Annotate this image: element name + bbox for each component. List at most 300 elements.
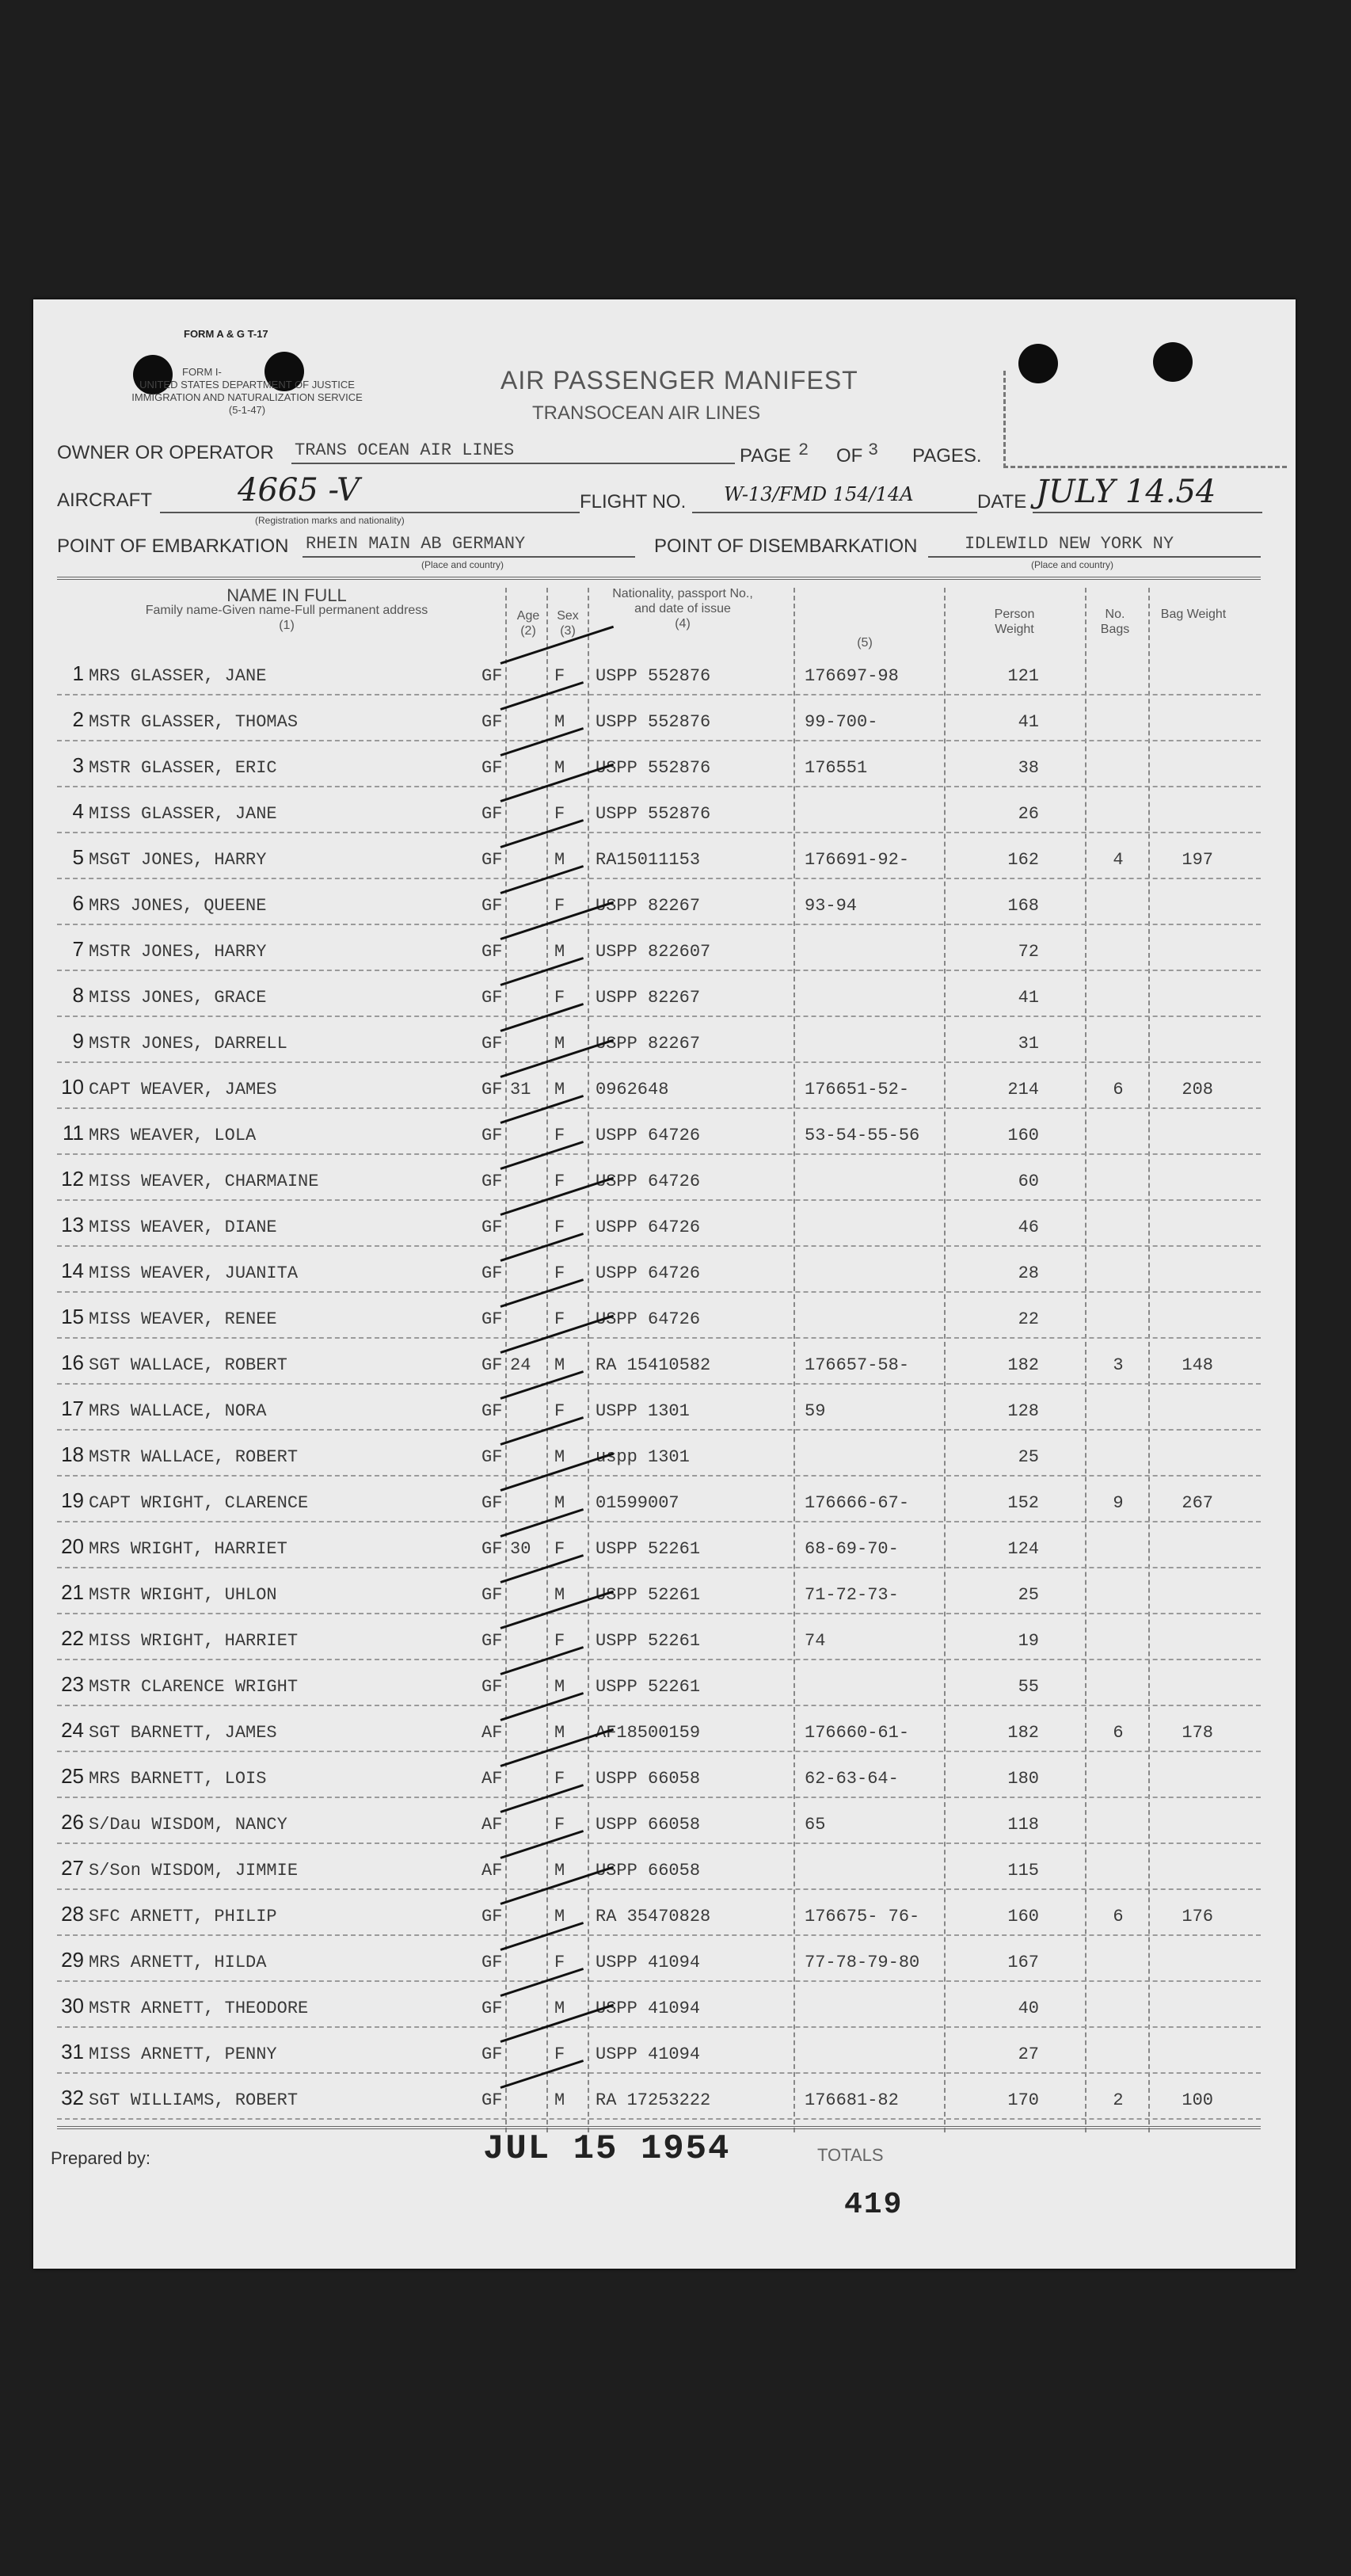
passenger-weight: 115	[1007, 1861, 1039, 1881]
passenger-weight: 19	[1018, 1631, 1039, 1651]
department: UNITED STATES DEPARTMENT OF JUSTICE	[139, 379, 355, 391]
embarkation-value: RHEIN MAIN AB GERMANY	[306, 534, 526, 554]
date-value: JULY 14.54	[1036, 474, 1216, 510]
table-row	[57, 740, 1261, 787]
passenger-passport: USPP 64726	[596, 1172, 701, 1191]
form-number: FORM A & G T-17	[184, 328, 268, 340]
col-sex-number: (3)	[560, 624, 576, 638]
form-title: AIR PASSENGER MANIFEST	[500, 366, 858, 394]
row-number: 2	[72, 707, 84, 731]
date-label: DATE	[977, 491, 1027, 513]
passenger-name: MISS WRIGHT, HARRIET	[89, 1631, 299, 1651]
row-number: 26	[61, 1810, 84, 1834]
passenger-sex: M	[554, 1723, 565, 1743]
passenger-passport: USPP 82267	[596, 1034, 701, 1054]
passenger-ticket: 59	[805, 1401, 826, 1421]
passenger-weight: 55	[1018, 1677, 1039, 1697]
row-number: 27	[61, 1856, 84, 1880]
passenger-weight: 160	[1007, 1907, 1039, 1926]
embarkation-label: POINT OF EMBARKATION	[57, 535, 289, 557]
table-row	[57, 970, 1261, 1017]
passenger-sex: F	[554, 1631, 565, 1651]
passenger-weight: 31	[1018, 1034, 1039, 1054]
passenger-weight: 60	[1018, 1172, 1039, 1191]
embarkation-note: (Place and country)	[421, 559, 504, 570]
passenger-sex: F	[554, 1309, 565, 1329]
row-number: 5	[72, 845, 84, 869]
passenger-name: MRS WALLACE, NORA	[89, 1401, 267, 1421]
passenger-weight: 182	[1007, 1723, 1039, 1743]
passenger-passport: USPP 552876	[596, 666, 711, 686]
passenger-sex: F	[554, 1172, 565, 1191]
row-number: 16	[61, 1351, 84, 1374]
col-nationality-number: (4)	[675, 617, 691, 631]
table-row	[57, 1705, 1261, 1752]
passenger-passport: USPP 52261	[596, 1631, 701, 1651]
passenger-weight: 38	[1018, 758, 1039, 778]
passenger-passport: RA15011153	[596, 850, 701, 870]
passenger-age: 31	[510, 1080, 531, 1099]
passenger-weight: 170	[1007, 2090, 1039, 2110]
passenger-bag-weight: 100	[1182, 2090, 1213, 2110]
passenger-sex: F	[554, 1769, 565, 1789]
passenger-weight: 27	[1018, 2044, 1039, 2064]
passenger-bags: 2	[1113, 2090, 1124, 2110]
passenger-weight: 28	[1018, 1263, 1039, 1283]
passenger-weight: 160	[1007, 1126, 1039, 1145]
row-number: 11	[63, 1121, 84, 1145]
owner-value: TRANS OCEAN AIR LINES	[295, 440, 515, 460]
row-number: 15	[61, 1305, 84, 1328]
passenger-passport: USPP 52261	[596, 1539, 701, 1559]
passenger-ticket: 74	[805, 1631, 826, 1651]
table-row	[57, 832, 1261, 879]
passenger-code: GF	[481, 1539, 503, 1559]
passenger-passport: USPP 41094	[596, 1953, 701, 1972]
passenger-sex: M	[554, 942, 565, 962]
passenger-passport: USPP 822607	[596, 942, 711, 962]
passenger-weight: 182	[1007, 1355, 1039, 1375]
row-number: 12	[61, 1167, 84, 1191]
form-number-small: FORM I-	[182, 366, 222, 378]
passenger-passport: USPP 41094	[596, 1999, 701, 2018]
passenger-name: MSTR JONES, DARRELL	[89, 1034, 287, 1054]
aircraft-value: 4665 -V	[238, 472, 360, 509]
passenger-code: GF	[481, 942, 503, 962]
passenger-weight: 41	[1018, 988, 1039, 1008]
passenger-code: GF	[481, 2090, 503, 2110]
flight-label: FLIGHT NO.	[580, 491, 687, 513]
passenger-sex: M	[554, 1034, 565, 1054]
passenger-sex: M	[554, 1493, 565, 1513]
passenger-name: MISS WEAVER, DIANE	[89, 1218, 277, 1237]
passenger-sex: M	[554, 1447, 565, 1467]
row-number: 7	[72, 937, 84, 961]
table-row	[57, 1475, 1261, 1522]
passenger-weight: 22	[1018, 1309, 1039, 1329]
col-header-bags: No. Bags	[1100, 608, 1130, 636]
table-row	[57, 2026, 1261, 2074]
disembarkation-line	[928, 556, 1261, 558]
passenger-ticket: 176681-82	[805, 2090, 899, 2110]
passenger-code: GF	[481, 1355, 503, 1375]
passenger-sex: F	[554, 1401, 565, 1421]
passenger-code: GF	[481, 1080, 503, 1099]
passenger-code: GF	[481, 1677, 503, 1697]
passenger-passport: USPP 52261	[596, 1585, 701, 1605]
passenger-passport: USPP 552876	[596, 804, 711, 824]
passenger-ticket: 176697-98	[805, 666, 899, 686]
table-row	[57, 1061, 1261, 1109]
col-age-number: (2)	[520, 624, 536, 638]
table-row	[57, 2072, 1261, 2120]
col-name-subtitle: Family name-Given name-Full permanent address	[145, 604, 428, 617]
table-row	[57, 1107, 1261, 1155]
totals-label: TOTALS	[817, 2145, 884, 2165]
row-number: 8	[72, 983, 84, 1007]
passenger-passport: USPP 64726	[596, 1309, 701, 1329]
table-row	[57, 1245, 1261, 1293]
passenger-bags: 3	[1113, 1355, 1124, 1375]
passenger-sex: M	[554, 850, 565, 870]
passenger-weight: 46	[1018, 1218, 1039, 1237]
passenger-name: MISS WEAVER, JUANITA	[89, 1263, 299, 1283]
passenger-name: MRS BARNETT, LOIS	[89, 1769, 267, 1789]
row-number: 25	[61, 1764, 84, 1788]
table-row	[57, 1383, 1261, 1431]
passenger-ticket: 176551	[805, 758, 868, 778]
passenger-code: GF	[481, 2044, 503, 2064]
row-number: 9	[72, 1029, 84, 1053]
col-header-name	[57, 585, 516, 633]
passenger-ticket: 77-78-79-80	[805, 1953, 920, 1972]
owner-line	[291, 463, 735, 464]
table-row	[57, 1797, 1261, 1844]
passenger-ticket: 62-63-64-	[805, 1769, 899, 1789]
row-number: 13	[61, 1213, 84, 1237]
table-row	[57, 1567, 1261, 1614]
passenger-passport: USPP 552876	[596, 712, 711, 732]
passenger-bags: 9	[1113, 1493, 1124, 1513]
row-number: 29	[61, 1948, 84, 1972]
passenger-weight: 152	[1007, 1493, 1039, 1513]
owner-label: OWNER OR OPERATOR	[57, 442, 274, 463]
passenger-code: GF	[481, 1218, 503, 1237]
passenger-sex: M	[554, 1999, 565, 2018]
passenger-passport: USPP 41094	[596, 2044, 701, 2064]
passenger-ticket: 68-69-70-	[805, 1539, 899, 1559]
row-number: 30	[61, 1994, 84, 2018]
passenger-weight: 168	[1007, 896, 1039, 916]
table-row	[57, 1613, 1261, 1660]
passenger-age: 30	[510, 1539, 531, 1559]
table-row	[57, 878, 1261, 925]
passenger-code: GF	[481, 1631, 503, 1651]
passenger-weight: 214	[1007, 1080, 1039, 1099]
passenger-name: MISS WEAVER, RENEE	[89, 1309, 277, 1329]
passenger-passport: USPP 64726	[596, 1126, 701, 1145]
row-number: 24	[61, 1718, 84, 1742]
passenger-name: SGT WALLACE, ROBERT	[89, 1355, 287, 1375]
passenger-name: SGT WILLIAMS, ROBERT	[89, 2090, 299, 2110]
passenger-name: CAPT WRIGHT, CLARENCE	[89, 1493, 309, 1513]
passenger-name: MISS WEAVER, CHARMAINE	[89, 1172, 319, 1191]
col-sex-title: Sex	[557, 609, 579, 623]
passenger-code: GF	[481, 712, 503, 732]
row-number: 23	[61, 1672, 84, 1696]
passenger-weight: 162	[1007, 850, 1039, 870]
passenger-sex: F	[554, 1263, 565, 1283]
airline-name: TRANSOCEAN AIR LINES	[532, 402, 761, 424]
passenger-code: GF	[481, 1447, 503, 1467]
embarkation-line	[303, 556, 635, 558]
passenger-sex: M	[554, 2090, 565, 2110]
passenger-sex: M	[554, 1861, 565, 1881]
row-number: 14	[61, 1259, 84, 1282]
passenger-weight: 118	[1007, 1815, 1039, 1835]
passenger-passport: USPP 66058	[596, 1815, 701, 1835]
row-number: 19	[61, 1488, 84, 1512]
passenger-bag-weight: 148	[1182, 1355, 1213, 1375]
col-name-number: (1)	[279, 619, 295, 632]
passenger-weight: 40	[1018, 1999, 1039, 2018]
table-row	[57, 648, 1261, 695]
passenger-passport: USPP 66058	[596, 1861, 701, 1881]
flight-line	[692, 512, 977, 513]
passenger-name: MRS ARNETT, HILDA	[89, 1953, 267, 1972]
passenger-code: GF	[481, 1999, 503, 2018]
passenger-ticket: 176651-52-	[805, 1080, 910, 1099]
passenger-code: AF	[481, 1861, 503, 1881]
passenger-bags: 4	[1113, 850, 1124, 870]
passenger-ticket: 65	[805, 1815, 826, 1835]
stub-bracket	[1003, 371, 1287, 468]
passenger-name: MSTR GLASSER, ERIC	[89, 758, 277, 778]
table-row	[57, 694, 1261, 741]
passenger-passport: USPP 82267	[596, 988, 701, 1008]
passenger-weight: 25	[1018, 1447, 1039, 1467]
passenger-code: GF	[481, 804, 503, 824]
passenger-name: SGT BARNETT, JAMES	[89, 1723, 277, 1743]
passenger-bag-weight: 208	[1182, 1080, 1213, 1099]
passenger-sex: F	[554, 1218, 565, 1237]
col-nationality-title: Nationality, passport No., and date of issue	[612, 587, 753, 615]
passenger-ticket: 93-94	[805, 896, 858, 916]
table-row	[57, 1980, 1261, 2028]
of-value: 3	[868, 440, 879, 460]
passenger-weight: 128	[1007, 1401, 1039, 1421]
table-row	[57, 1659, 1261, 1706]
date-line	[1033, 512, 1262, 513]
row-number: 10	[61, 1075, 84, 1099]
col-age-title: Age	[516, 609, 540, 623]
passenger-bag-weight: 178	[1182, 1723, 1213, 1743]
passenger-passport: RA 15410582	[596, 1355, 711, 1375]
passenger-ticket: 176660-61-	[805, 1723, 910, 1743]
passenger-passport: USPP 52261	[596, 1677, 701, 1697]
passenger-passport: USPP 552876	[596, 758, 711, 778]
table-row	[57, 786, 1261, 833]
passenger-name: MSTR WALLACE, ROBERT	[89, 1447, 299, 1467]
passenger-ticket: 176691-92-	[805, 850, 910, 870]
total-weight: 419	[844, 2188, 904, 2222]
passenger-ticket: 176657-58-	[805, 1355, 910, 1375]
page-value: 2	[798, 440, 809, 460]
passenger-name: MRS WEAVER, LOLA	[89, 1126, 257, 1145]
passenger-code: AF	[481, 1815, 503, 1835]
passenger-sex: F	[554, 1539, 565, 1559]
passenger-passport: USPP 66058	[596, 1769, 701, 1789]
passenger-sex: M	[554, 1585, 565, 1605]
passenger-name: MISS JONES, GRACE	[89, 988, 267, 1008]
table-row	[57, 1751, 1261, 1798]
passenger-sex: F	[554, 1815, 565, 1835]
passenger-code: GF	[481, 1585, 503, 1605]
row-number: 1	[72, 661, 84, 685]
row-number: 22	[61, 1626, 84, 1650]
passenger-code: GF	[481, 1401, 503, 1421]
passenger-ticket: 99-700-	[805, 712, 878, 732]
passenger-weight: 26	[1018, 804, 1039, 824]
page-label: PAGE	[740, 445, 791, 467]
passenger-passport: USPP 82267	[596, 896, 701, 916]
col-header-bag-weight: Bag Weight	[1160, 608, 1227, 621]
row-number: 17	[61, 1397, 84, 1420]
passenger-sex: M	[554, 1355, 565, 1375]
table-row	[57, 1337, 1261, 1385]
passenger-code: GF	[481, 1953, 503, 1972]
passenger-name: S/Son WISDOM, JIMMIE	[89, 1861, 299, 1881]
passenger-name: MISS GLASSER, JANE	[89, 804, 277, 824]
passenger-bag-weight: 267	[1182, 1493, 1213, 1513]
disembarkation-note: (Place and country)	[1031, 559, 1114, 570]
row-number: 4	[72, 799, 84, 823]
passenger-bag-weight: 176	[1182, 1907, 1213, 1926]
passenger-code: GF	[481, 896, 503, 916]
passenger-weight: 167	[1007, 1953, 1039, 1972]
passenger-code: GF	[481, 1263, 503, 1283]
passenger-sex: F	[554, 666, 565, 686]
passenger-code: GF	[481, 758, 503, 778]
form-revision: (5-1-47)	[228, 404, 266, 416]
passenger-sex: F	[554, 1953, 565, 1972]
passenger-passport: 01599007	[596, 1493, 679, 1513]
passenger-sex: F	[554, 896, 565, 916]
passenger-passport: USPP 64726	[596, 1218, 701, 1237]
of-label: OF	[836, 445, 863, 467]
prepared-by-label: Prepared by:	[51, 2148, 150, 2168]
flight-value: W-13/FMD 154/14A	[724, 483, 914, 505]
passenger-name: MSGT JONES, HARRY	[89, 850, 267, 870]
passenger-ticket: 176666-67-	[805, 1493, 910, 1513]
passenger-code: GF	[481, 1126, 503, 1145]
table-row	[57, 1016, 1261, 1063]
passenger-passport: RA 35470828	[596, 1907, 711, 1926]
passenger-code: GF	[481, 1907, 503, 1926]
passenger-bags: 6	[1113, 1080, 1124, 1099]
disembarkation-label: POINT OF DISEMBARKATION	[654, 535, 918, 557]
table-row	[57, 1153, 1261, 1201]
table-row	[57, 1291, 1261, 1339]
passenger-passport: AF18500159	[596, 1723, 701, 1743]
passenger-passport: USPP 64726	[596, 1263, 701, 1283]
row-number: 18	[61, 1442, 84, 1466]
passenger-sex: M	[554, 1907, 565, 1926]
table-row	[57, 1842, 1261, 1890]
passenger-name: SFC ARNETT, PHILIP	[89, 1907, 277, 1926]
row-number: 31	[61, 2040, 84, 2063]
col-header-age	[508, 608, 548, 638]
table-row	[57, 1521, 1261, 1568]
passenger-sex: F	[554, 988, 565, 1008]
aircraft-line	[160, 512, 580, 513]
passenger-weight: 72	[1018, 942, 1039, 962]
passenger-ticket: 176675- 76-	[805, 1907, 920, 1926]
passenger-name: MRS GLASSER, JANE	[89, 666, 267, 686]
row-number: 3	[72, 753, 84, 777]
passenger-name: MSTR GLASSER, THOMAS	[89, 712, 299, 732]
row-number: 21	[61, 1580, 84, 1604]
passenger-passport: 0962648	[596, 1080, 669, 1099]
passenger-name: S/Dau WISDOM, NANCY	[89, 1815, 287, 1835]
passenger-ticket: 53-54-55-56	[805, 1126, 920, 1145]
col-header-nationality	[603, 586, 762, 631]
col-header-5: (5)	[857, 636, 873, 650]
passenger-weight: 25	[1018, 1585, 1039, 1605]
passenger-name: MSTR CLARENCE WRIGHT	[89, 1677, 299, 1697]
passenger-sex: M	[554, 1080, 565, 1099]
pages-label: PAGES.	[912, 445, 982, 467]
passenger-code: GF	[481, 850, 503, 870]
disembarkation-value: IDLEWILD NEW YORK NY	[965, 534, 1174, 554]
passenger-name: MRS WRIGHT, HARRIET	[89, 1539, 287, 1559]
manifest-sheet	[33, 299, 1296, 2269]
passenger-name: MSTR WRIGHT, UHLON	[89, 1585, 277, 1605]
passenger-code: GF	[481, 988, 503, 1008]
table-row	[57, 1429, 1261, 1477]
passenger-weight: 124	[1007, 1539, 1039, 1559]
col-header-weight: Person Weight	[994, 608, 1035, 636]
passenger-name: MRS JONES, QUEENE	[89, 896, 267, 916]
table-top-rule	[57, 577, 1261, 580]
passenger-sex: F	[554, 1126, 565, 1145]
passenger-code: GF	[481, 1309, 503, 1329]
passenger-code: AF	[481, 1723, 503, 1743]
aircraft-label: AIRCRAFT	[57, 490, 152, 511]
passenger-age: 24	[510, 1355, 531, 1375]
passenger-passport: RA 17253222	[596, 2090, 711, 2110]
row-number: 32	[61, 2086, 84, 2109]
row-number: 20	[61, 1534, 84, 1558]
table-row	[57, 924, 1261, 971]
passenger-bags: 6	[1113, 1907, 1124, 1926]
col-header-sex	[550, 608, 586, 638]
table-row	[57, 1199, 1261, 1247]
col-name-title: NAME IN FULL	[226, 585, 347, 605]
table-row	[57, 1934, 1261, 1982]
passenger-weight: 41	[1018, 712, 1039, 732]
passenger-passport: uspp 1301	[596, 1447, 690, 1467]
passenger-sex: M	[554, 712, 565, 732]
aircraft-note: (Registration marks and nationality)	[255, 515, 405, 526]
passenger-weight: 121	[1007, 666, 1039, 686]
passenger-sex: F	[554, 2044, 565, 2064]
passenger-ticket: 71-72-73-	[805, 1585, 899, 1605]
date-stamp: JUL 15 1954	[483, 2129, 731, 2169]
passenger-name: CAPT WEAVER, JAMES	[89, 1080, 277, 1099]
passenger-name: MSTR ARNETT, THEODORE	[89, 1999, 309, 2018]
passenger-code: GF	[481, 1172, 503, 1191]
